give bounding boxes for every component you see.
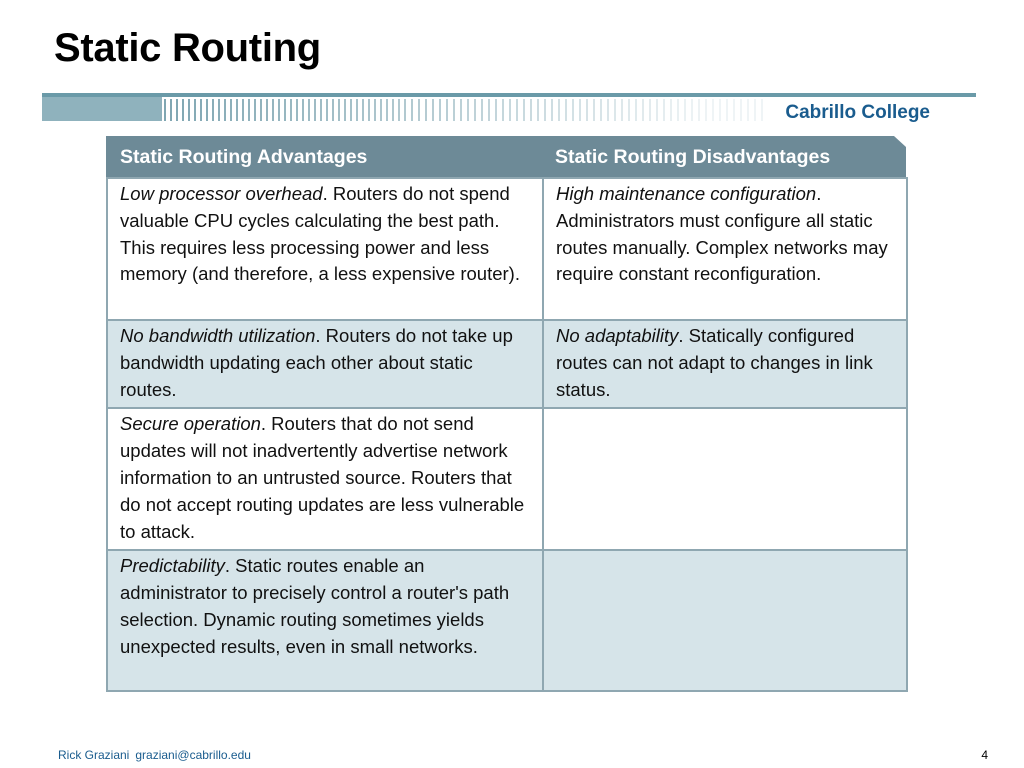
table-row xyxy=(107,550,907,691)
header-disadvantages: Static Routing Disadvantages xyxy=(555,146,831,168)
disadvantage-text: . Administrators must configure all static routes manually. Complex networks may require constant reconfiguration. xyxy=(556,183,888,285)
header-advantages: Static Routing Advantages xyxy=(120,146,368,168)
disadvantage-cell xyxy=(543,408,907,550)
footer-author: Rick Graziani xyxy=(58,748,130,762)
advantage-text: . Routers do not take up bandwidth updating each other about static routes. xyxy=(120,325,513,400)
brand-logo-text: Cabrillo College xyxy=(785,102,930,123)
advantage-term: Secure operation xyxy=(120,413,261,435)
advantage-cell xyxy=(107,408,543,550)
table-row xyxy=(107,178,907,320)
advantage-cell xyxy=(107,178,543,320)
table-row xyxy=(107,320,907,408)
advantage-term: No bandwidth utilization xyxy=(120,325,316,346)
advantage-text: . Routers do not spend valuable CPU cycles calculating the best path. This requires less processing power and less memory (and therefore, a less expensive router). xyxy=(120,183,520,285)
footer-credits xyxy=(58,748,251,762)
advantage-cell xyxy=(107,320,543,408)
disadvantage-term: No adaptability xyxy=(556,325,679,346)
disadvantage-cell xyxy=(543,320,907,408)
comparison-table xyxy=(106,136,906,683)
footer-email: graziani@cabrillo.edu xyxy=(135,748,251,762)
table-row xyxy=(107,408,907,550)
advantage-term: Predictability xyxy=(120,555,225,577)
disadvantage-text: . Statically configured routes can not adapt to changes in link status. xyxy=(556,325,873,400)
page-number: 4 xyxy=(981,748,988,762)
advantage-text: . Static routes enable an administrator to precisely control a router's path selection. Dynamic routing sometimes yields unexpected results, even in small networks. xyxy=(120,555,510,657)
slide-title: Static Routing xyxy=(54,26,321,70)
disadvantage-cell xyxy=(543,178,907,320)
disadvantage-cell xyxy=(543,550,907,691)
advantage-term: Low processor overhead xyxy=(120,183,323,204)
advantage-cell xyxy=(107,550,543,691)
advantage-text: . Routers that do not send updates will not inadvertently advertise network information to an untrusted source. Routers that do not accept routing updates are less vulnerable to attack. xyxy=(120,413,525,542)
table-body xyxy=(106,177,908,692)
disadvantage-term: High maintenance configuration xyxy=(556,183,817,204)
